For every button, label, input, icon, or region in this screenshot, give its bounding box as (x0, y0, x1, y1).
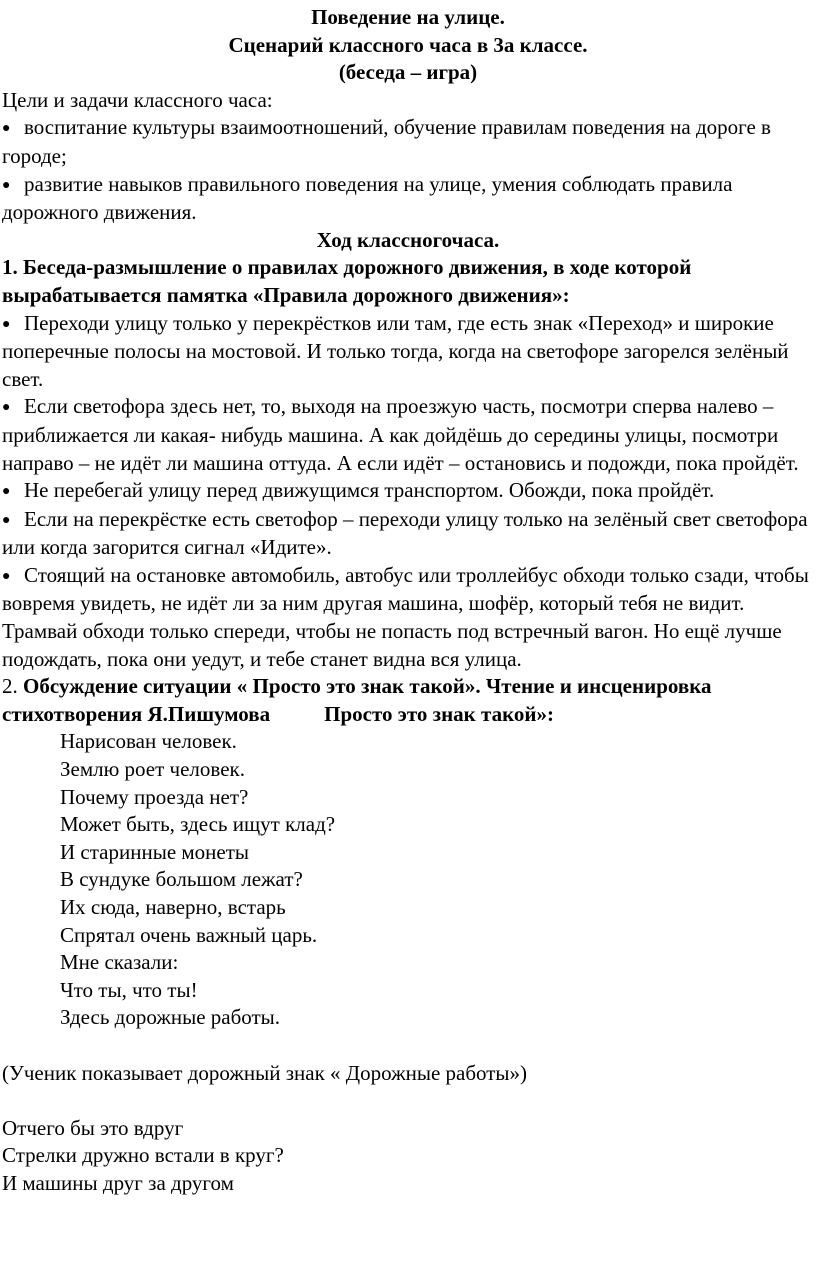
section2-number: 2. (2, 674, 18, 699)
course-heading: Ход классногочаса. (316, 227, 500, 252)
poem-line: Землю роет человек. (60, 757, 245, 782)
document-form: (беседа – игра) (338, 60, 478, 85)
rule-item-text: Стоящий на остановке автомобиль, автобус или троллейбус обходи только сзади, чтобы вовремя увидеть, не идёт ли за ним другая машина, шофёр, который тебя не видит. Трамвай обходи только спереди, чтобы не попасть под встречный вагон. Но ещё лучше подождать, пока они уедут, и тебе станет видна вся улица. (2, 562, 809, 671)
section2-title (2, 673, 814, 728)
poem-line: Почему проезда нет? (60, 784, 249, 809)
rule-item-text: Если на перекрёстке есть светофор – переходи улицу только на зелёный свет светофора или когда загорится сигнал «Идите». (2, 506, 808, 560)
document-title: Поведение на улице. (311, 5, 505, 29)
section2-title-a: Обсуждение ситуации « Просто это знак такой». Чтение и инсценировка стихотворения Я.Пишумова (2, 674, 712, 726)
rule-item-text: Если светофора здесь нет, то, выходя на проезжую часть, посмотри сперва налево – приближается ли какая- нибудь машина. А как дойдёшь до середины улицы, посмотри направо – не идёт ли машина оттуда. А если идёт – остановись и подожди, пока пройдёт. (2, 394, 799, 475)
poem-line: Что ты, что ты! (60, 977, 198, 1002)
rule-item-text: Не перебегай улицу перед движущимся транспортом. Обожди, пока пройдёт. (24, 478, 715, 503)
goal-item (2, 171, 814, 227)
bullet-icon: ● (2, 400, 11, 416)
bullet-icon: ● (2, 177, 11, 193)
poem-line: Отчего бы это вдруг (2, 1115, 184, 1140)
bullet-icon: ● (2, 121, 11, 137)
poem-line: В сундуке большом лежат? (60, 867, 303, 892)
bullet-icon: ● (2, 316, 11, 332)
poem-line: Может быть, здесь ищут клад? (60, 812, 336, 837)
rule-item (2, 562, 814, 673)
rule-item (2, 506, 814, 562)
poem-line: Здесь дорожные работы. (60, 1005, 281, 1030)
poem-block (2, 728, 814, 1032)
section2-title-b: Просто это знак такой»: (324, 701, 555, 726)
poem-line: И старинные монеты (60, 839, 250, 864)
poem-line: Нарисован человек. (60, 729, 237, 754)
poem-line: Мне сказали: (60, 950, 179, 975)
document-subtitle: Сценарий классного часа в 3а классе. (228, 32, 588, 57)
rule-item (2, 310, 814, 394)
poem-line: Спрятал очень важный царь. (60, 922, 318, 947)
poem-line: И машины друг за другом (2, 1170, 234, 1195)
rule-item (2, 477, 814, 506)
bullet-icon: ● (2, 512, 11, 528)
bullet-icon: ● (2, 484, 11, 500)
bullet-icon: ● (2, 568, 11, 584)
section1-title: 1. Беседа-размышление о правилах дорожного движения, в ходе которой вырабатывается памятка «Правила дорожного движения»: (2, 255, 692, 307)
rule-item (2, 393, 814, 477)
goal-item (2, 114, 814, 170)
poem-line: Стрелки дружно встали в круг? (2, 1143, 284, 1168)
poem-line: Их сюда, наверно, встарь (60, 895, 286, 919)
goal-item-text: воспитание культуры взаимоотношений, обучение правилам поведения на дороге в городе; (2, 115, 771, 168)
rule-item-text: Переходи улицу только у перекрёстков или там, где есть знак «Переход» и широкие поперечные полосы на мостовой. И только тогда, когда на светофоре загорелся зелёный свет. (2, 310, 789, 391)
goals-heading: Цели и задачи классного часа: (2, 87, 273, 112)
stage-direction: (Ученик показывает дорожный знак « Дорожные работы») (2, 1060, 528, 1085)
goal-item-text: развитие навыков правильного поведения на улице, умения соблюдать правила дорожного движения. (2, 171, 733, 225)
